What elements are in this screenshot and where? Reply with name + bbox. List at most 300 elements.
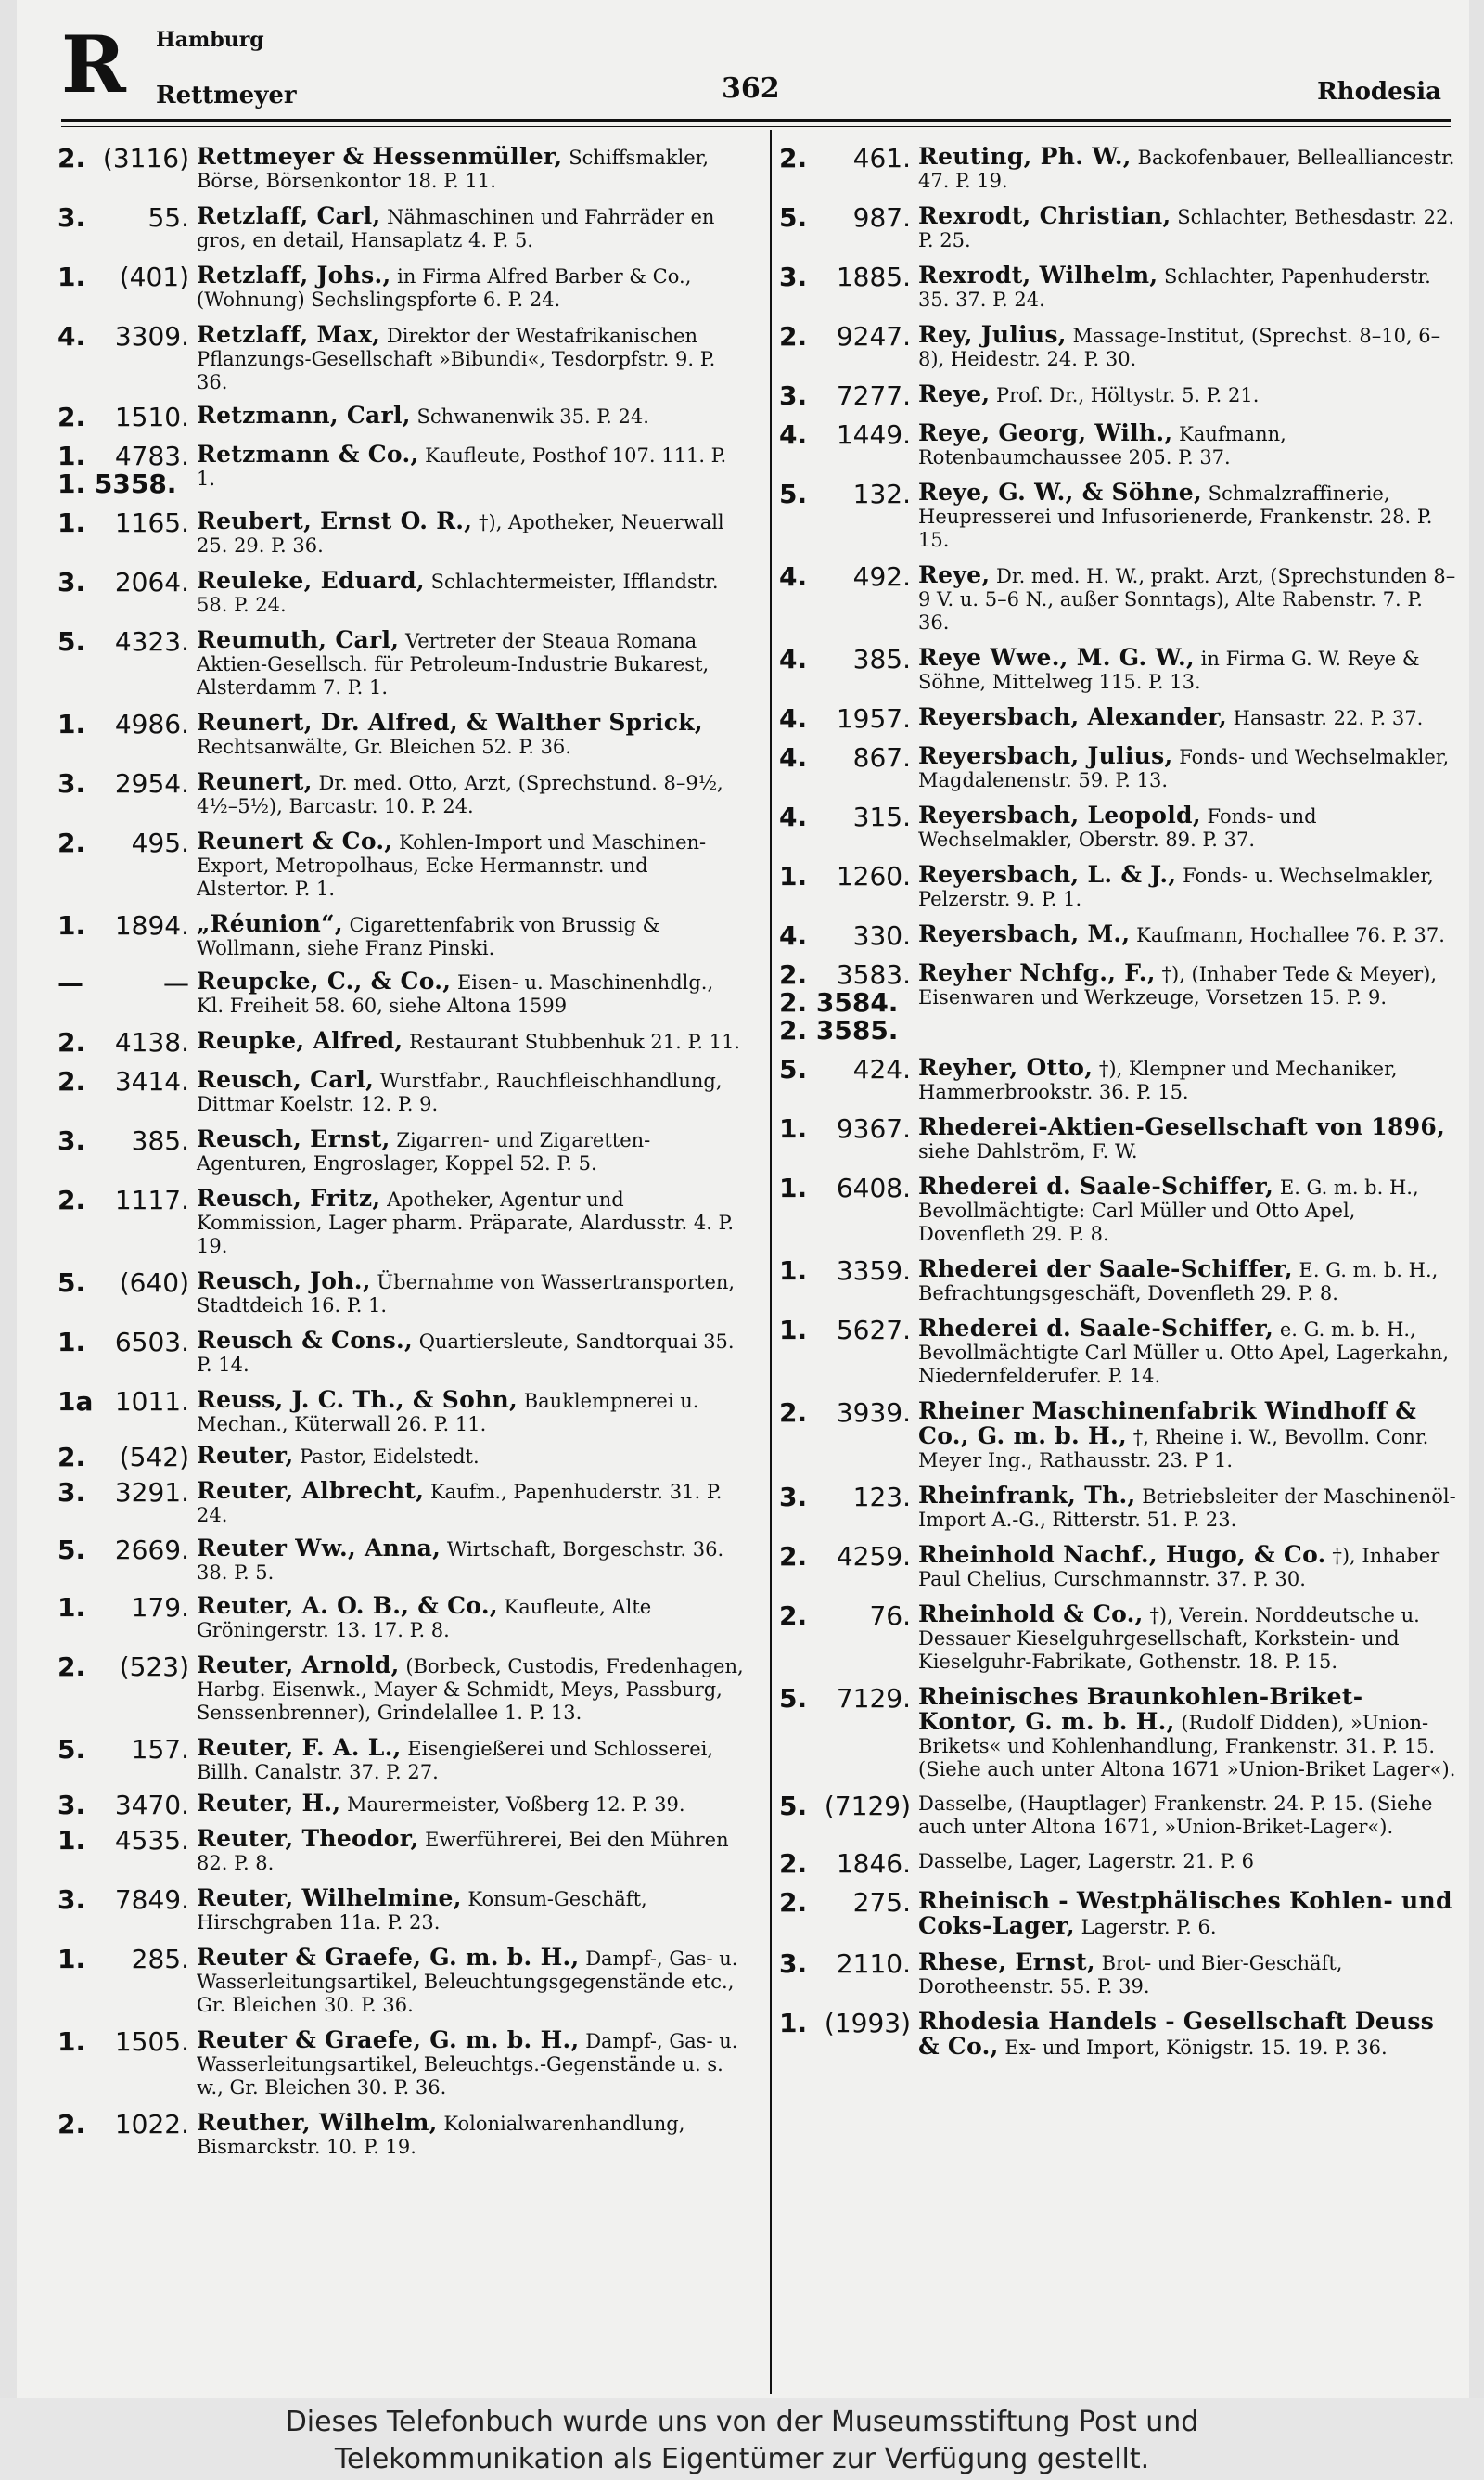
phone-number [58,263,197,291]
directory-entry [779,1850,1456,1878]
subscriber-name: Reuter, H., [197,1790,341,1817]
directory-entry [58,145,744,193]
phone-number [58,970,197,997]
phone-number [779,382,918,410]
phone-number [58,404,197,431]
number-value: — [163,968,189,998]
entry-text [197,1792,744,1817]
directory-entry [779,1685,1456,1781]
phone-number [58,1029,197,1057]
subscriber-details: (Borbeck, Custodis, Fredenhagen, Harbg. Eisenwk., Mayer & Schmidt, Meys, Passburg, Senssenbrenner), Grindelallee 1. P. 13. [197,1655,744,1724]
subscriber-name: Reunert, [197,768,313,795]
subscriber-details: Schlachter, Bethesdastr. 22. P. 25. [918,206,1455,251]
subscriber-name: Reuter, Albrecht, [197,1477,425,1504]
directory-entry [779,646,1456,694]
phone-number [779,1543,918,1571]
number-value: 123. [852,1482,911,1512]
exchange-code: 2. [58,143,86,173]
subscriber-details: †), (Inhaber Tede & Meyer), Eisenwaren und Werkzeuge, Vorsetzen 15. P. 9. [918,963,1438,1009]
exchange-code: — [58,968,83,998]
number-value: (523) [119,1651,189,1682]
subscriber-name: Retzmann, Carl, [197,402,411,429]
phone-number [779,1850,918,1878]
number-value: 492. [852,561,911,592]
exchange-code: 2. [779,1541,808,1572]
number-value: 1260. [836,861,911,892]
phone-number [58,1479,197,1507]
directory-entry [58,569,744,617]
subscriber-details: Nähmaschinen und Fahrräder en gros, en detail, Hansaplatz 4. P. 5. [197,206,715,251]
phone-number [779,961,918,1045]
entry-text [918,1115,1456,1163]
subscriber-details: Restaurant Stubbenhuk 21. P. 11. [409,1031,741,1053]
column-divider [770,130,772,2394]
number-value: 3583. [836,959,911,990]
exchange-code: 5. [779,1683,808,1714]
entry-text [918,481,1456,552]
subscriber-details: Ewerführerei, Bei den Mühren 82. P. 8. [197,1829,729,1874]
entry-text [197,1594,744,1642]
subscriber-details: Fonds- u. Wechselmakler, Pelzerstr. 9. P. 1. [918,865,1434,910]
phone-number [58,1792,197,1819]
number-value: (542) [119,1442,189,1472]
entry-text [197,970,744,1018]
phone-number [58,711,197,739]
subscriber-name: „Réunion“, [197,910,343,937]
entry-text [918,646,1456,694]
entry-text [197,1444,744,1469]
phone-number [58,1827,197,1855]
exchange-code: 3. [779,380,808,411]
exchange-code: 4. [779,703,808,734]
directory-entry [779,705,1456,733]
number-value: 3414. [114,1066,189,1097]
subscriber-name: Reusch, Fritz, [197,1185,381,1212]
number-value: 7277. [836,380,911,411]
entry-text [197,569,744,617]
exchange-code: 4. [779,802,808,832]
exchange-code: 1. [779,1315,808,1345]
directory-entry [58,1127,744,1176]
exchange-code: 1. [58,1592,86,1623]
subscriber-name: Rheinisch - Westphälisches Kohlen- und Coks-Lager, [918,1887,1452,1939]
entry-text [918,263,1456,312]
number-value: 2064. [114,567,189,598]
number-value: 1117. [114,1185,189,1215]
phone-number [58,204,197,232]
subscriber-name: Rheinhold & Co., [918,1600,1144,1627]
entry-text [918,1889,1456,1939]
entry-text [918,204,1456,252]
phone-number [779,1175,918,1202]
entry-text [918,1317,1456,1388]
subscriber-name: Reuleke, Eduard, [197,567,425,594]
phone-number [779,1685,918,1713]
phone-number [779,863,918,891]
entry-text [918,1685,1456,1781]
subscriber-details: †), Inhaber Paul Chelius, Curschmannstr. 37. P. 30. [918,1545,1440,1590]
entry-text [197,443,744,491]
number-value: 4986. [114,709,189,739]
entry-text [918,744,1456,792]
subscriber-details: Schwanenwik 35. P. 24. [416,405,649,428]
exchange-code: 5. [779,202,808,233]
exchange-code: 1. [779,861,808,892]
subscriber-details: Rechtsanwälte, Gr. Bleichen 52. P. 36. [197,736,571,758]
exchange-code: 2. [58,1066,86,1097]
subscriber-name: Reuter, Theodor, [197,1825,419,1852]
phone-number [779,204,918,232]
directory-entry [58,2028,744,2100]
entry-text [918,863,1456,911]
phone-number [58,1946,197,1973]
exchange-code: 5. [58,626,86,657]
subscriber-name: Reyersbach, Julius, [918,742,1173,769]
subscriber-details: Quartiersleute, Sandtorquai 35. P. 14. [197,1330,735,1376]
subscriber-details: Bauklempnerei u. Mechan., Küterwall 26. P. 11. [197,1390,699,1435]
directory-entry [779,744,1456,792]
number-value: 4138. [114,1027,189,1058]
exchange-code: 1. [58,441,86,471]
entry-text [197,912,744,960]
subscriber-details: Schmalzraffinerie, Heupresserei und Infusorienerde, Frankenstr. 28. P. 15. [918,482,1433,551]
subscriber-details: Wirtschaft, Borgeschstr. 36. 38. P. 5. [197,1538,724,1584]
exchange-code: 4. [779,561,808,592]
entry-text [197,1269,744,1317]
number-value: 4783. [114,441,189,471]
subscriber-name: Reusch, Carl, [197,1066,375,1093]
exchange-code: 2. [779,1600,808,1631]
directory-entry [779,1889,1456,1939]
directory-entry [779,1602,1456,1674]
additional-number: 1. 5358. [58,469,177,499]
exchange-code: 1. [779,2008,808,2038]
directory-entry [779,2010,1456,2060]
additional-number: 2. 3585. [779,1015,899,1046]
number-value: 157. [131,1734,189,1765]
directory-entry [779,1484,1456,1532]
entry-text [918,1399,1456,1472]
subscriber-details: †), Verein. Norddeutsche u. Dessauer Kieselguhrgesellschaft, Korkstein- und Kieselguhr-Fabrikate, Gothenstr. 18. P. 15. [918,1604,1420,1673]
subscriber-details: Apotheker, Agentur und Kommission, Lager pharm. Präparate, Alardusstr. 4. P. 19. [197,1189,735,1257]
number-value: 1449. [836,419,911,450]
exchange-code: 1. [58,262,86,292]
phone-number [779,1056,918,1084]
entry-text [197,323,744,394]
number-value: 7849. [114,1884,189,1915]
number-value: 6503. [114,1327,189,1357]
exchange-code: 4. [58,321,86,352]
number-value: 1022. [114,2109,189,2139]
entry-text [918,1175,1456,1246]
entry-text [918,145,1456,193]
exchange-code: 3. [58,202,86,233]
subscriber-name: Rettmeyer & Hessenmüller, [197,143,563,170]
exchange-code: 2. [58,402,86,432]
subscriber-details: Kaufmann, Hochallee 76. P. 37. [1136,924,1445,946]
subscriber-name: Reusch, Joh., [197,1267,371,1294]
phone-number [58,2111,197,2139]
city-name: Hamburg [156,28,264,52]
entry-text [197,2111,744,2159]
exchange-code: 1. [58,508,86,538]
exchange-code: 1. [779,1173,808,1203]
directory-entry [779,1115,1456,1163]
subscriber-name: Reuter & Graefe, G. m. b. H., [197,2026,580,2053]
number-value: 5627. [836,1315,911,1345]
subscriber-name: Rheinhold Nachf., Hugo, & Co. [918,1541,1326,1568]
subscriber-name: Rexrodt, Wilhelm, [918,262,1158,289]
directory-entry [779,204,1456,252]
subscriber-details: Dr. med. H. W., prakt. Arzt, (Sprechstunden 8–9 V. u. 5–6 N., außer Sonntags), Alte Rabenstr. 7. P. 36. [918,565,1456,634]
subscriber-details: Direktor der Westafrikanischen Pflanzungs-Gesellschaft »Bibundi«, Tesdorpfstr. 9. P. 36. [197,325,716,393]
entry-text [918,1056,1456,1104]
entry-text [197,1653,744,1725]
exchange-code: 3. [58,768,86,799]
number-value: 2954. [114,768,189,799]
phone-number [58,2028,197,2056]
exchange-code: 4. [779,920,808,951]
directory-entry [58,1479,744,1527]
subscriber-details: †), Apotheker, Neuerwall 25. 29. P. 36. [197,511,724,557]
entry-text [197,1029,744,1054]
exchange-code: 1. [779,1255,808,1286]
directory-entry [779,922,1456,950]
phone-number [58,509,197,537]
footer-note [0,2398,1484,2480]
entry-text [197,1827,744,1875]
phone-number [779,1115,918,1143]
subscriber-details: E. G. m. b. H., Befrachtungsgeschäft, Dovenfleth 29. P. 8. [918,1259,1439,1304]
phone-number [779,646,918,674]
right-column [779,132,1456,2060]
subscriber-name: Rhederei d. Saale-Schiffer, [918,1173,1274,1200]
entry-text [197,711,744,759]
number-value: 285. [131,1944,189,1974]
entry-text [197,628,744,700]
exchange-code: 2. [779,1887,808,1918]
subscriber-details: E. G. m. b. H., Bevollmächtigte: Carl Müller und Otto Apel, Dovenfleth 29. P. 8. [918,1176,1419,1245]
number-value: 55. [147,202,189,233]
subscriber-details: Maurermeister, Voßberg 12. P. 39. [347,1793,685,1816]
range-start-heading: Rettmeyer [156,82,297,109]
directory-entry [779,1317,1456,1388]
subscriber-name: Reyher, Otto, [918,1054,1094,1081]
exchange-code: 2. [779,143,808,173]
directory-entry [58,770,744,818]
exchange-code: 3. [58,1790,86,1820]
subscriber-details: in Firma Alfred Barber & Co., (Wohnung) Sechslingspforte 6. P. 24. [197,265,692,311]
range-end-heading: Rhodesia [1317,78,1441,106]
phone-number [779,1317,918,1344]
subscriber-name: Reyersbach, L. & J., [918,861,1177,888]
directory-entry [58,1444,744,1471]
subscriber-details: Dampf-, Gas- u. Wasserleitungsartikel, Beleuchtungsgegenstände etc., Gr. Bleichen 30. P. 36. [197,1947,738,2016]
entry-text [918,2010,1456,2060]
subscriber-name: Reye Wwe., M. G. W., [918,644,1195,671]
subscriber-details: (Rudolf Didden), »Union-Brikets« und Kohlenhandlung, Frankenstr. 31. P. 15. (Siehe auch unter Altona 1671 »Union-Briket Lager«). [918,1712,1456,1780]
left-column [58,132,744,2159]
subscriber-name: Reunert & Co., [197,828,393,855]
directory-entry [779,1175,1456,1246]
subscriber-name: Rexrodt, Christian, [918,202,1171,229]
subscriber-name: Reubert, Ernst O. R., [197,508,473,534]
directory-entry [58,323,744,394]
subscriber-details: Kohlen-Import und Maschinen-Export, Metropolhaus, Ecke Hermannstr. und Alstertor. P. 1. [197,831,707,900]
subscriber-details: Ex- und Import, Königstr. 15. 19. P. 36. [1004,2037,1388,2059]
header-rule-thin [61,126,1451,127]
subscriber-name: Retzlaff, Johs., [197,262,391,289]
subscriber-details: Lagerstr. P. 6. [1081,1916,1217,1938]
number-value: 4323. [114,626,189,657]
number-value: 3309. [114,321,189,352]
exchange-code: 2. [58,1442,86,1472]
exchange-code: 1. [58,1944,86,1974]
number-value: 179. [131,1592,189,1623]
subscriber-details: Eisen- u. Maschinenhdlg., Kl. Freiheit 58. 60, siehe Altona 1599 [197,971,714,1017]
number-value: 461. [852,143,911,173]
subscriber-details: Kolonialwarenhandlung, Bismarckstr. 10. P. 19. [197,2113,685,2158]
subscriber-name: Reunert, Dr. Alfred, & Walther Sprick, [197,709,703,736]
subscriber-details: Cigarettenfabrik von Brussig & Wollmann, siehe Franz Pinski. [197,914,660,959]
subscriber-name: Retzlaff, Carl, [197,202,381,229]
subscriber-name: Reumuth, Carl, [197,626,400,653]
subscriber-name: Rhederei der Saale-Schiffer, [918,1255,1293,1282]
subscriber-details: Betriebsleiter der Maschinenöl-Import A.-G., Ritterstr. 51. P. 23. [918,1485,1456,1531]
subscriber-name: Reuting, Ph. W., [918,143,1132,170]
phone-number [58,829,197,857]
phone-number [779,481,918,508]
phone-number [779,421,918,449]
phone-number [779,1257,918,1285]
directory-entry [779,961,1456,1045]
exchange-code: 5. [779,479,808,509]
phone-number [779,1399,918,1427]
number-value: (7129) [824,1791,911,1821]
exchange-code: 2. [58,1651,86,1682]
entry-text [918,1484,1456,1532]
directory-entry [779,1399,1456,1472]
directory-entry [58,509,744,558]
exchange-code: 3. [779,1948,808,1979]
exchange-code: 5. [58,1734,86,1765]
subscriber-details: Zigarren- und Zigaretten-Agenturen, Engroslager, Koppel 52. P. 5. [197,1129,651,1175]
directory-entry [58,829,744,901]
entry-text [197,1736,744,1784]
directory-entry [58,912,744,960]
exchange-code: 1. [779,1113,808,1144]
exchange-code: 4. [779,742,808,773]
entry-text [918,705,1456,730]
directory-entry [58,1886,744,1934]
subscriber-name: Reuter & Graefe, G. m. b. H., [197,1944,580,1971]
exchange-code: 5. [58,1535,86,1565]
number-value: 1510. [114,402,189,432]
subscriber-details: Kaufleute, Alte Gröningerstr. 13. 17. P. 8. [197,1596,652,1641]
entry-text [918,1850,1456,1873]
exchange-code: 5. [779,1791,808,1821]
directory-entry [779,263,1456,312]
number-value: (640) [119,1267,189,1298]
phone-number [58,443,197,498]
exchange-code: 1. [58,2026,86,2057]
number-value: (3116) [102,143,189,173]
directory-entry [58,711,744,759]
directory-entry [58,970,744,1018]
subscriber-details: Kaufm., Papenhuderstr. 31. P. 24. [197,1481,723,1526]
subscriber-name: Reuther, Wilhelm, [197,2109,438,2136]
directory-entry [58,204,744,252]
number-value: 987. [852,202,911,233]
directory-entry [58,1736,744,1784]
number-value: 9247. [836,321,911,352]
entry-text [197,1329,744,1377]
exchange-code: 3. [779,1482,808,1512]
exchange-code: 3. [779,262,808,292]
number-value: 6408. [836,1173,911,1203]
phone-number [779,1793,918,1820]
subscriber-name: Reuss, J. C. Th., & Sohn, [197,1386,518,1413]
entry-text [918,323,1456,371]
exchange-code: 2. [58,2109,86,2139]
exchange-code: 1a [58,1386,94,1417]
number-value: 4535. [114,1825,189,1856]
directory-entry [779,382,1456,410]
subscriber-name: Reuter, F. A. L., [197,1734,402,1761]
directory-entry [779,863,1456,911]
phone-number [58,912,197,940]
phone-number [779,744,918,772]
exchange-code: 4. [779,419,808,450]
entry-text [197,2028,744,2100]
directory-entry [779,1950,1456,1998]
entry-text [197,1187,744,1258]
subscriber-name: Reuter, Arnold, [197,1651,400,1678]
subscriber-details: Fonds- und Wechselmakler, Oberstr. 89. P. 37. [918,805,1317,851]
entry-text [918,1950,1456,1998]
entry-text [197,1886,744,1934]
entry-text [918,922,1456,947]
exchange-code: 5. [779,1054,808,1085]
phone-number [779,1889,918,1917]
phone-number [58,1388,197,1416]
header-rule [61,119,1451,122]
phone-number [779,803,918,831]
subscriber-details: siehe Dahlström, F. W. [918,1140,1138,1163]
phone-number [779,2010,918,2037]
entry-text [918,421,1456,469]
number-value: 3470. [114,1790,189,1820]
phone-number [58,1269,197,1297]
exchange-code: 5. [58,1267,86,1298]
subscriber-name: Reye, [918,561,991,588]
number-value: 1165. [114,508,189,538]
subscriber-name: Rhodesia Handels - Gesellschaft Deuss & Co., [918,2008,1435,2060]
number-value: 385. [852,644,911,675]
phone-number [779,1950,918,1978]
phone-number [58,323,197,351]
subscriber-details: Dasselbe, Lager, Lagerstr. 21. P. 6 [918,1850,1255,1872]
directory-entry [779,1543,1456,1591]
entry-text [197,1068,744,1116]
phone-number [779,705,918,733]
number-value: 1894. [114,910,189,941]
subscriber-name: Rhese, Ernst, [918,1948,1095,1975]
subscriber-details: Übernahme von Wassertransporten, Stadtdeich 16. P. 1. [197,1271,736,1317]
directory-entry [58,1029,744,1057]
subscriber-name: Rheiner Maschinenfabrik Windhoff & Co., G. m. b. H., [918,1397,1417,1449]
subscriber-name: Reyher Nchfg., F., [918,959,1156,986]
